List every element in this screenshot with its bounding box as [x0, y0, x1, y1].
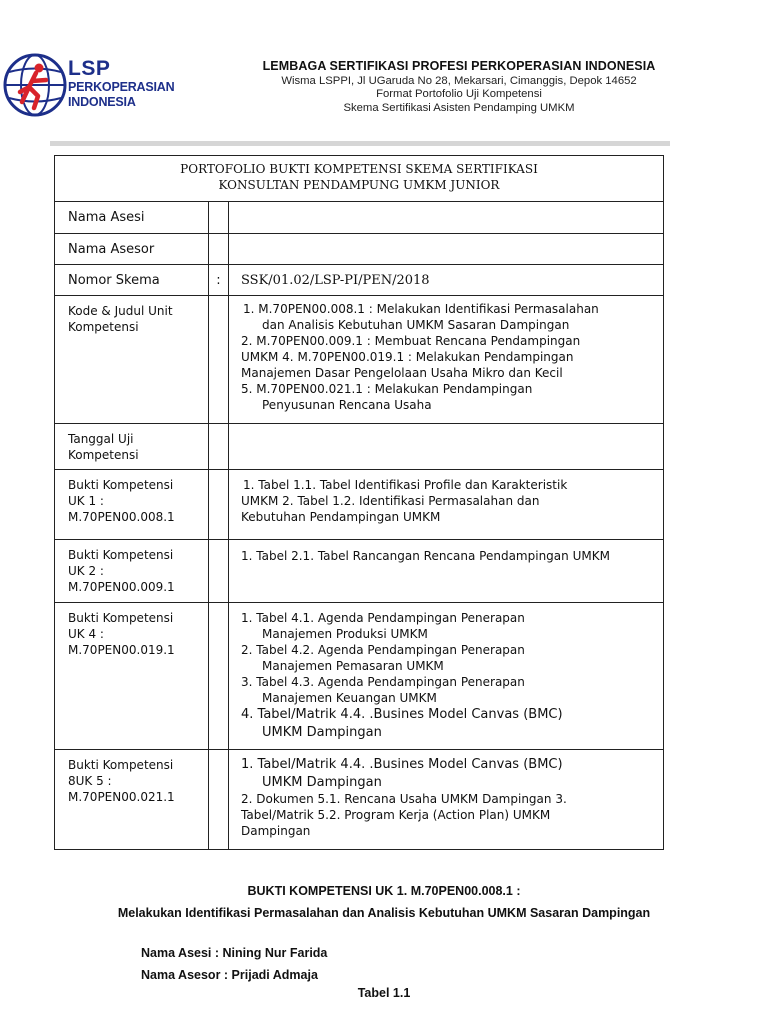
- meta-nama-asesor: Nama Asesor : Prijadi Admaja: [141, 968, 318, 982]
- globe-athlete-logo-icon: [2, 52, 68, 118]
- row-label-kode-judul: [55, 296, 209, 424]
- label-line: Bukti Kompetensi: [68, 548, 174, 562]
- row-value-nomor-skema: SSK/01.02/LSP-PI/PEN/2018: [229, 265, 664, 296]
- row-separator: [209, 540, 229, 603]
- label-line: Kode & Judul Unit: [68, 304, 173, 318]
- value-line: 1. Tabel 2.1. Tabel Rancangan Rencana Pendampingan UMKM: [241, 549, 610, 563]
- value-line: Manajemen Dasar Pengelolaan Usaha Mikro dan Kecil: [241, 366, 563, 380]
- bukti-subtitle: Melakukan Identifikasi Permasalahan dan Analisis Kebutuhan UMKM Sasaran Dampingan: [117, 906, 651, 920]
- label-line: M.70PEN00.021.1: [68, 790, 175, 804]
- table-row: [55, 296, 664, 424]
- label-line: Bukti Kompetensi: [68, 758, 174, 772]
- table-row: [55, 424, 664, 470]
- label-line: M.70PEN00.008.1: [68, 510, 175, 524]
- row-value-tanggal: [229, 424, 664, 470]
- value-line: 5. M.70PEN00.021.1 : Melakukan Pendampingan: [241, 382, 533, 396]
- value-line: UMKM 4. M.70PEN00.019.1 : Melakukan Pendampingan: [241, 350, 574, 364]
- table-title-row: [55, 156, 664, 202]
- row-separator: [209, 202, 229, 234]
- row-value-bukti-uk4: [229, 603, 664, 750]
- row-value-nama-asesi: [229, 202, 664, 234]
- row-label-nama-asesor: Nama Asesor: [55, 234, 209, 265]
- value-line: 1. Tabel 4.1. Agenda Pendampingan Penerapan: [241, 611, 525, 625]
- value-line: dan Analisis Kebutuhan UMKM Sasaran Dampingan: [262, 318, 570, 332]
- value-line: UMKM 2. Tabel 1.2. Identifikasi Permasalahan dan: [241, 494, 540, 508]
- tabel-caption: Tabel 1.1: [357, 986, 411, 1000]
- lsp-logo: [2, 52, 175, 124]
- org-header: [150, 59, 768, 115]
- value-line: 4. Tabel/Matrik 4.4. .Busines Model Canvas (BMC): [241, 707, 563, 722]
- label-line: Tanggal Uji: [68, 432, 134, 446]
- value-line: 1. M.70PEN00.008.1 : Melakukan Identifikasi Permasalahan: [243, 302, 599, 316]
- row-value-nama-asesor: [229, 234, 664, 265]
- value-line: 3. Tabel 4.3. Agenda Pendampingan Penerapan: [241, 675, 525, 689]
- value-line: Manajemen Keuangan UMKM: [262, 691, 437, 705]
- logo-line1: PERKOPERASIAN: [68, 80, 175, 94]
- label-line: Kompetensi: [68, 448, 139, 462]
- row-separator: [209, 296, 229, 424]
- table-row: [55, 234, 664, 265]
- label-line: M.70PEN00.019.1: [68, 643, 175, 657]
- row-separator: [209, 424, 229, 470]
- label-line: Bukti Kompetensi: [68, 611, 174, 625]
- table-title: [55, 156, 664, 202]
- label-line: M.70PEN00.009.1: [68, 580, 175, 594]
- value-line: Manajemen Produksi UMKM: [262, 627, 428, 641]
- table-title-line1: PORTOFOLIO BUKTI KOMPETENSI SKEMA SERTIFIKASI: [180, 162, 538, 176]
- table-row: [55, 603, 664, 750]
- meta-nama-asesi: Nama Asesi : Nining Nur Farida: [141, 946, 328, 960]
- table-row: [55, 202, 664, 234]
- row-separator: [209, 603, 229, 750]
- row-value-bukti-uk1: [229, 470, 664, 540]
- row-label-tanggal: [55, 424, 209, 470]
- row-label-bukti-uk4: [55, 603, 209, 750]
- value-line: 2. M.70PEN00.009.1 : Membuat Rencana Pendampingan: [241, 334, 581, 348]
- logo-lsp: LSP: [68, 57, 111, 80]
- row-value-bukti-uk2: [229, 540, 664, 603]
- value-line: Dampingan: [241, 824, 311, 838]
- row-label-bukti-uk2: [55, 540, 209, 603]
- value-line: Kebutuhan Pendampingan UMKM: [241, 510, 441, 524]
- row-separator: [209, 234, 229, 265]
- value-line: 2. Dokumen 5.1. Rencana Usaha UMKM Dampingan 3.: [241, 792, 567, 806]
- label-line: Kompetensi: [68, 320, 139, 334]
- portfolio-table: [54, 155, 664, 850]
- row-separator: [209, 750, 229, 850]
- bukti-title: BUKTI KOMPETENSI UK 1. M.70PEN00.008.1 :: [247, 884, 521, 898]
- value-line: 1. Tabel/Matrik 4.4. .Busines Model Canvas (BMC): [241, 757, 563, 772]
- logo-line2: INDONESIA: [68, 94, 136, 109]
- value-line: UMKM Dampingan: [262, 775, 382, 790]
- table-title-line2: KONSULTAN PENDAMPUNG UMKM JUNIOR: [218, 178, 500, 192]
- label-line: Bukti Kompetensi: [68, 478, 174, 492]
- format-title: Format Portofolio Uji Kompetensi: [376, 88, 542, 101]
- row-label-bukti-uk1: [55, 470, 209, 540]
- org-name: LEMBAGA SERTIFIKASI PROFESI PERKOPERASIAN INDONESIA: [262, 59, 656, 73]
- row-value-bukti-uk5: [229, 750, 664, 850]
- table-row: [55, 265, 664, 296]
- row-value-kode-judul: [229, 296, 664, 424]
- row-separator: :: [209, 265, 229, 296]
- value-line: 1. Tabel 1.1. Tabel Identifikasi Profile dan Karakteristik: [243, 478, 568, 492]
- label-line: UK 4 :: [68, 627, 104, 641]
- label-line: UK 2 :: [68, 564, 104, 578]
- table-row: [55, 540, 664, 603]
- header-divider: [50, 141, 670, 146]
- row-label-bukti-uk5: [55, 750, 209, 850]
- label-line: 8UK 5 :: [68, 774, 112, 788]
- value-line: Tabel/Matrik 5.2. Program Kerja (Action Plan) UMKM: [241, 808, 551, 822]
- skema-title: Skema Sertifikasi Asisten Pendamping UMKM: [343, 101, 575, 114]
- org-address: Wisma LSPPI, Jl UGaruda No 28, Mekarsari, Cimanggis, Depok 14652: [281, 75, 637, 87]
- value-line: 2. Tabel 4.2. Agenda Pendampingan Penerapan: [241, 643, 525, 657]
- row-separator: [209, 470, 229, 540]
- row-label-nomor-skema: Nomor Skema: [55, 265, 209, 296]
- row-label-nama-asesi: Nama Asesi: [55, 202, 209, 234]
- value-line: Manajemen Pemasaran UMKM: [262, 659, 444, 673]
- value-line: UMKM Dampingan: [262, 725, 382, 740]
- table-row: [55, 470, 664, 540]
- label-line: UK 1 :: [68, 494, 104, 508]
- value-line: Penyusunan Rencana Usaha: [262, 398, 432, 412]
- table-row: [55, 750, 664, 850]
